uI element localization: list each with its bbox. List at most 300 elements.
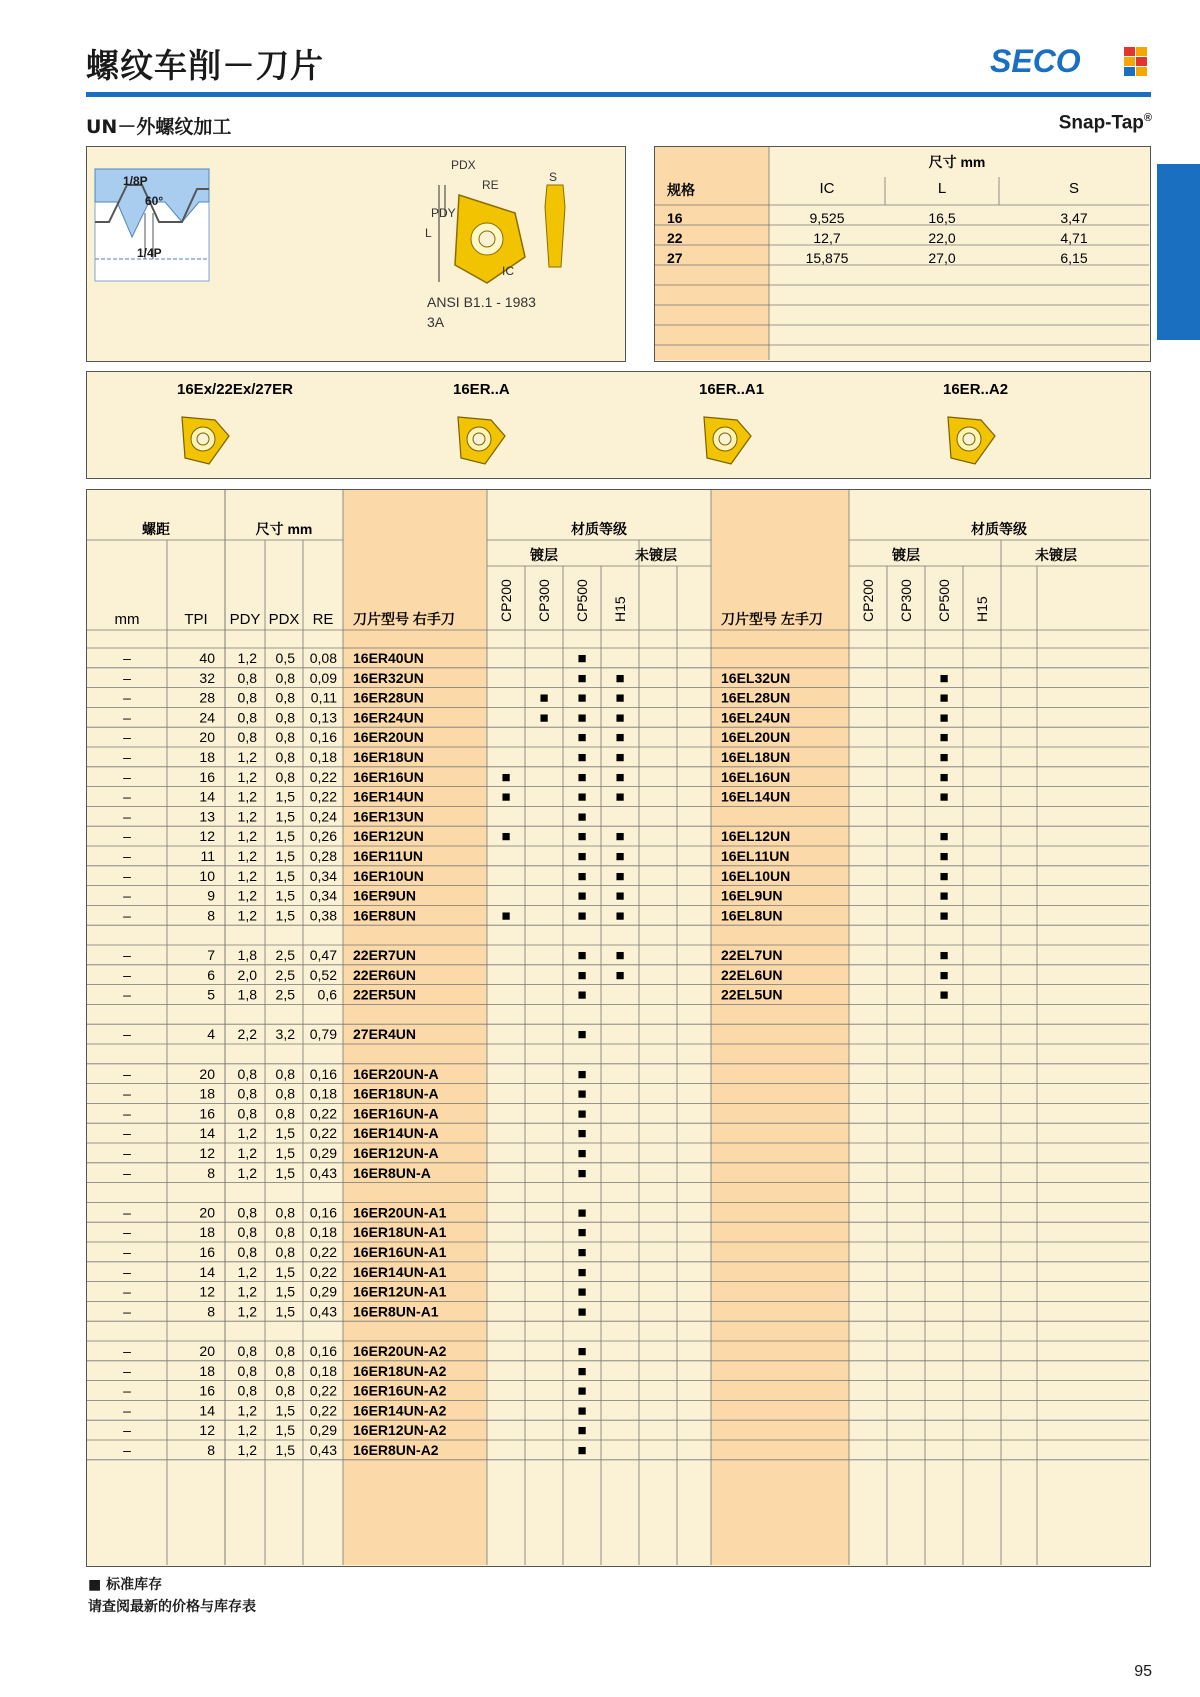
- brand-line: [1059, 112, 1152, 134]
- cell-mm: –: [123, 848, 131, 864]
- cell-right-code: 16ER24UN: [353, 709, 424, 726]
- cell-mm: –: [123, 1343, 131, 1359]
- cell-mm: –: [123, 1085, 131, 1102]
- cell-right-code: 16ER20UN-A1: [353, 1204, 447, 1221]
- label-l: L: [425, 226, 432, 240]
- stock-mark-right: ■: [577, 1125, 587, 1143]
- stock-mark-right: ■: [615, 887, 625, 905]
- cell-left-code: 16EL10UN: [721, 867, 791, 884]
- cell-pdy: 0,8: [237, 1224, 257, 1241]
- cell-mm: –: [123, 1362, 131, 1379]
- stock-mark-right: ■: [615, 689, 625, 707]
- cell-pdy: 1,2: [237, 1283, 257, 1300]
- cell-tpi: 14: [199, 788, 215, 805]
- cell-pdy: 0,8: [237, 729, 257, 746]
- dim-value-cell: 6,15: [1060, 250, 1088, 266]
- stock-mark-right: ■: [615, 828, 625, 846]
- cell-pdx: 2,5: [275, 986, 295, 1003]
- cell-re: 0,38: [309, 907, 337, 924]
- stock-mark-left: ■: [939, 749, 949, 766]
- cell-right-code: 16ER20UN-A: [353, 1065, 439, 1082]
- cell-pdy: 0,8: [237, 1343, 257, 1359]
- cell-pdy: 1,2: [237, 1263, 257, 1280]
- cell-mm: –: [123, 1303, 131, 1320]
- cell-right-code: 16ER32UN: [353, 669, 424, 686]
- cell-mm: –: [123, 1224, 131, 1241]
- cell-tpi: 20: [199, 1065, 215, 1082]
- dimension-table: [655, 147, 1149, 360]
- cell-re: 0,16: [309, 1065, 337, 1082]
- cell-tpi: 12: [199, 1145, 215, 1161]
- cell-re: 0,79: [309, 1026, 337, 1043]
- cell-tpi: 8: [207, 1164, 215, 1181]
- header-dims: 尺寸 mm: [255, 521, 313, 537]
- cell-re: 0,29: [309, 1145, 337, 1161]
- cell-right-code: 16ER14UN-A: [353, 1125, 439, 1142]
- cell-re: 0,43: [309, 1303, 337, 1320]
- cell-pdx: 2,5: [275, 947, 295, 963]
- cell-pdx: 1,5: [275, 1263, 295, 1280]
- cell-pdy: 1,8: [237, 947, 257, 963]
- insert-selection-table: [86, 489, 1151, 1567]
- stock-mark-left: ■: [939, 729, 949, 747]
- section-subtitle: UN－外螺纹加工: [86, 116, 232, 138]
- cell-left-code: 16EL14UN: [721, 788, 791, 805]
- dim-value-cell: 3,47: [1060, 210, 1088, 226]
- cell-right-code: 16ER14UN-A2: [353, 1402, 447, 1419]
- stock-mark-left: ■: [939, 788, 949, 806]
- cell-pdx: 0,8: [275, 749, 295, 765]
- dim-header-s: S: [1068, 180, 1080, 197]
- stock-mark-right: ■: [615, 907, 625, 925]
- cell-right-code: 16ER8UN-A1: [353, 1303, 439, 1320]
- cell-pdx: 1,5: [275, 788, 295, 805]
- cell-tpi: 32: [199, 669, 215, 686]
- insert-type-label: 16Ex/22Ex/27ER: [177, 381, 293, 398]
- cell-mm: –: [123, 1263, 131, 1280]
- cell-right-code: 16ER18UN-A1: [353, 1224, 447, 1241]
- cell-pdx: 0,8: [275, 1204, 295, 1221]
- cell-left-code: 16EL9UN: [721, 887, 783, 904]
- header-pdy: PDY: [229, 611, 261, 628]
- cell-right-code: 16ER8UN-A2: [353, 1442, 439, 1458]
- stock-mark-right: ■: [577, 1244, 587, 1261]
- cell-re: 0,43: [309, 1442, 337, 1458]
- stock-mark-right: ■: [577, 947, 587, 964]
- cell-pdx: 0,8: [275, 1362, 295, 1379]
- cell-left-code: 22EL7UN: [721, 947, 783, 963]
- cell-re: 0,22: [309, 768, 337, 785]
- stock-mark-right: ■: [577, 867, 587, 885]
- cell-re: 0,08: [309, 650, 337, 666]
- cell-pdy: 0,8: [237, 689, 257, 706]
- cell-left-code: 16EL18UN: [721, 749, 791, 765]
- thread-profile-illustration: [95, 169, 209, 281]
- cell-tpi: 6: [207, 966, 215, 983]
- stock-mark-right: ■: [615, 669, 625, 687]
- stock-mark-right: ■: [577, 1343, 587, 1360]
- cell-right-code: 16ER14UN-A1: [353, 1263, 447, 1280]
- stock-mark-right: ■: [577, 887, 587, 905]
- stock-mark-right: ■: [577, 828, 587, 846]
- cell-mm: –: [123, 768, 131, 785]
- insert-type-icon: [948, 417, 995, 464]
- stock-mark-right: ■: [501, 828, 511, 846]
- header-grade-left: 材质等级: [971, 521, 1027, 537]
- standard-line1: ANSI B1.1 - 1983: [427, 294, 536, 310]
- dim-group-header: 尺寸 mm: [928, 154, 986, 170]
- stock-mark-right: ■: [577, 729, 587, 747]
- stock-mark-right: ■: [577, 1382, 587, 1400]
- header-rule: [86, 92, 1151, 97]
- cell-tpi: 20: [199, 729, 215, 746]
- cell-pdx: 0,8: [275, 1224, 295, 1241]
- cell-re: 0,22: [309, 1402, 337, 1419]
- cell-re: 0,18: [309, 1085, 337, 1102]
- cell-pdy: 1,2: [237, 907, 257, 924]
- cell-mm: –: [123, 729, 131, 746]
- cell-right-code: 16ER20UN-A2: [353, 1343, 447, 1359]
- stock-mark-right: ■: [577, 1402, 587, 1420]
- insert-type-icon: [182, 417, 229, 464]
- dim-spec-cell: 27: [667, 250, 683, 266]
- cell-re: 0,47: [309, 947, 337, 963]
- cell-pdx: 1,5: [275, 828, 295, 845]
- header-right-code: 刀片型号 右手刀: [353, 611, 455, 627]
- page-title: 螺纹车削－刀片: [86, 46, 324, 85]
- cell-re: 0,34: [309, 887, 337, 904]
- stock-mark-right: ■: [615, 729, 625, 747]
- header-uncoated-right: 未镀层: [635, 547, 677, 563]
- dim-header-spec: 规格: [667, 182, 695, 198]
- cell-re: 0,34: [309, 867, 337, 884]
- stock-mark-right: ■: [577, 1442, 587, 1459]
- stock-mark-right: ■: [577, 1164, 587, 1182]
- cell-pdx: 0,5: [275, 650, 295, 666]
- cell-re: 0,16: [309, 1343, 337, 1359]
- standard-line2: 3A: [427, 314, 445, 330]
- cell-pdx: 0,8: [275, 1085, 295, 1102]
- cell-pdy: 0,8: [237, 669, 257, 686]
- cell-pdy: 1,2: [237, 1442, 257, 1458]
- cell-pdx: 0,8: [275, 669, 295, 686]
- cell-left-code: 16EL20UN: [721, 729, 791, 746]
- cell-tpi: 18: [199, 1362, 215, 1379]
- cell-tpi: 28: [199, 689, 215, 706]
- cell-right-code: 16ER16UN-A1: [353, 1244, 447, 1260]
- label-60deg: 60°: [145, 194, 164, 208]
- cell-mm: –: [123, 1026, 131, 1043]
- label-ic: IC: [502, 264, 514, 278]
- cell-re: 0,11: [310, 689, 337, 706]
- cell-pdy: 1,2: [237, 768, 257, 785]
- insert-type-label: 16ER..A2: [943, 381, 1009, 398]
- stock-mark-left: ■: [939, 669, 949, 687]
- insert-type-icon: [458, 417, 505, 464]
- cell-pdy: 0,8: [237, 1085, 257, 1102]
- cell-right-code: 16ER11UN: [353, 848, 424, 864]
- header-grade-cp500-l: CP500: [936, 579, 952, 622]
- cell-re: 0,13: [309, 709, 337, 726]
- cell-re: 0,24: [309, 808, 337, 825]
- cell-right-code: 16ER40UN: [353, 650, 424, 666]
- header-tpi: TPI: [184, 611, 208, 628]
- stock-mark-right: ■: [577, 689, 587, 707]
- cell-re: 0,43: [309, 1164, 337, 1181]
- stock-mark-right: ■: [577, 1105, 587, 1123]
- cell-re: 0,22: [309, 1263, 337, 1280]
- header-coated-left: 镀层: [892, 547, 920, 563]
- header-pitch: 螺距: [142, 521, 170, 537]
- stock-mark-right: ■: [615, 966, 625, 984]
- cell-mm: –: [123, 828, 131, 845]
- cell-re: 0,18: [309, 1362, 337, 1379]
- cell-mm: –: [123, 947, 131, 963]
- cell-tpi: 18: [199, 749, 215, 765]
- cell-pdy: 0,8: [237, 1244, 257, 1260]
- cell-re: 0,18: [309, 1224, 337, 1241]
- cell-left-code: 22EL5UN: [721, 986, 783, 1003]
- insert-dimension-illustration: [425, 158, 565, 283]
- cell-tpi: 5: [207, 986, 215, 1003]
- cell-mm: –: [123, 907, 131, 924]
- cell-right-code: 16ER8UN-A: [353, 1164, 431, 1181]
- cell-pdy: 1,2: [237, 650, 257, 666]
- dim-spec-cell: 16: [667, 210, 683, 226]
- cell-mm: –: [123, 1145, 131, 1161]
- cell-tpi: 7: [207, 947, 215, 963]
- cell-mm: –: [123, 749, 131, 765]
- stock-mark-right: ■: [615, 749, 625, 766]
- cell-pdy: 0,8: [237, 1065, 257, 1082]
- stock-mark-left: ■: [939, 689, 949, 707]
- header-grade-cp200-r: CP200: [498, 579, 514, 622]
- insert-types-panel: [86, 371, 1151, 479]
- header-left-code: 刀片型号 左手刀: [721, 611, 823, 627]
- cell-mm: –: [123, 1402, 131, 1419]
- cell-pdy: 0,8: [237, 1105, 257, 1122]
- cell-right-code: 16ER18UN: [353, 749, 424, 765]
- stock-mark-right: ■: [615, 848, 625, 865]
- cell-right-code: 16ER12UN-A2: [353, 1422, 447, 1439]
- label-s: S: [549, 170, 558, 184]
- cell-mm: –: [123, 1244, 131, 1260]
- cell-pdx: 2,5: [275, 966, 295, 983]
- cell-re: 0,22: [309, 1105, 337, 1122]
- stock-mark-right: ■: [501, 768, 511, 786]
- registered-mark: ®: [1143, 112, 1152, 124]
- cell-pdy: 1,2: [237, 1402, 257, 1419]
- geometry-diagram-panel: [86, 146, 626, 362]
- header-grade-right: 材质等级: [571, 521, 627, 537]
- cell-mm: –: [123, 650, 131, 666]
- dim-spec-cell: 22: [667, 230, 683, 246]
- cell-pdx: 1,5: [275, 1303, 295, 1320]
- cell-re: 0,6: [317, 986, 337, 1003]
- cell-tpi: 18: [199, 1224, 215, 1241]
- cell-pdx: 0,8: [275, 1105, 295, 1122]
- stock-mark-right: ■: [577, 966, 587, 984]
- stock-mark-right: ■: [577, 788, 587, 806]
- cell-mm: –: [123, 1164, 131, 1181]
- stock-mark-left: ■: [939, 887, 949, 905]
- label-pdy: PDY: [431, 206, 456, 220]
- cell-tpi: 8: [207, 1442, 215, 1458]
- cell-left-code: 16EL11UN: [721, 848, 790, 864]
- header-mm: mm: [114, 611, 140, 628]
- cell-pdy: 1,2: [237, 788, 257, 805]
- stock-mark-right: ■: [577, 1204, 587, 1222]
- stock-mark-right: ■: [615, 768, 625, 786]
- stock-mark-right: ■: [577, 986, 587, 1004]
- stock-mark-left: ■: [939, 907, 949, 925]
- header-grade-cp300-l: CP300: [898, 579, 914, 622]
- cell-tpi: 12: [199, 1283, 215, 1300]
- cell-pdy: 0,8: [237, 709, 257, 726]
- cell-right-code: 16ER16UN: [353, 768, 424, 785]
- stock-mark-right: ■: [577, 1283, 587, 1301]
- header-pdx: PDX: [268, 611, 300, 628]
- cell-pdx: 1,5: [275, 867, 295, 884]
- dim-value-cell: 4,71: [1060, 230, 1088, 246]
- stock-mark-right: ■: [539, 709, 549, 727]
- cell-pdx: 1,5: [275, 1125, 295, 1142]
- dim-value-cell: 15,875: [805, 250, 849, 266]
- stock-mark-right: ■: [501, 788, 511, 806]
- cell-left-code: 22EL6UN: [721, 966, 783, 983]
- cell-pdy: 2,2: [237, 1026, 257, 1043]
- cell-pdy: 1,2: [237, 828, 257, 845]
- stock-mark-right: ■: [615, 867, 625, 885]
- cell-mm: –: [123, 1442, 131, 1458]
- cell-pdx: 1,5: [275, 907, 295, 924]
- label-re: RE: [482, 178, 499, 192]
- cell-pdx: 0,8: [275, 768, 295, 785]
- cell-mm: –: [123, 986, 131, 1003]
- page-number: 95: [1134, 1663, 1152, 1680]
- dim-value-cell: 9,525: [809, 210, 845, 226]
- cell-pdx: 3,2: [275, 1026, 295, 1043]
- dim-value-cell: 16,5: [928, 210, 956, 226]
- stock-mark-right: ■: [577, 650, 587, 667]
- stock-mark-left: ■: [939, 966, 949, 984]
- cell-pdx: 1,5: [275, 1402, 295, 1419]
- cell-mm: –: [123, 669, 131, 686]
- cell-right-code: 16ER8UN: [353, 907, 417, 924]
- cell-tpi: 14: [199, 1125, 215, 1142]
- cell-re: 0,28: [309, 848, 337, 864]
- cell-pdy: 1,2: [237, 1125, 257, 1142]
- cell-pdy: 1,2: [237, 808, 257, 825]
- stock-mark-right: ■: [577, 1422, 587, 1440]
- cell-right-code: 22ER7UN: [353, 947, 417, 963]
- cell-mm: –: [123, 1422, 131, 1439]
- cell-left-code: 16EL28UN: [721, 689, 791, 706]
- stock-note: 请查阅最新的价格与库存表: [88, 1599, 256, 1615]
- insert-type-label: 16ER..A: [453, 381, 510, 398]
- cell-left-code: 16EL24UN: [721, 709, 791, 726]
- stock-mark-right: ■: [577, 1145, 587, 1162]
- cell-right-code: 16ER10UN: [353, 867, 424, 884]
- cell-pdx: 0,8: [275, 1065, 295, 1082]
- cell-tpi: 16: [199, 1382, 215, 1399]
- cell-re: 0,26: [309, 828, 337, 845]
- cell-pdy: 1,2: [237, 1303, 257, 1320]
- cell-tpi: 12: [199, 828, 215, 845]
- cell-mm: –: [123, 966, 131, 983]
- stock-mark-right: ■: [501, 907, 511, 925]
- label-1-8p: 1/8P: [123, 174, 148, 188]
- stock-mark-right: ■: [577, 848, 587, 865]
- stock-mark-right: ■: [577, 1085, 587, 1103]
- header-grade-cp300-r: CP300: [536, 579, 552, 622]
- cell-re: 0,22: [309, 788, 337, 805]
- cell-pdy: 1,2: [237, 749, 257, 765]
- cell-mm: –: [123, 1065, 131, 1082]
- cell-left-code: 16EL32UN: [721, 669, 791, 686]
- cell-re: 0,09: [309, 669, 337, 686]
- cell-mm: –: [123, 887, 131, 904]
- cell-pdy: 1,2: [237, 848, 257, 864]
- dim-header-ic: IC: [819, 180, 835, 197]
- cell-re: 0,29: [309, 1422, 337, 1439]
- cell-right-code: 16ER12UN-A1: [353, 1283, 447, 1300]
- cell-pdx: 0,8: [275, 689, 295, 706]
- brand-line-text: Snap-Tap: [1058, 112, 1144, 134]
- cell-pdx: 1,5: [275, 1145, 295, 1161]
- cell-tpi: 8: [207, 907, 215, 924]
- cell-tpi: 11: [200, 848, 215, 864]
- header-grade-cp200-l: CP200: [860, 579, 876, 622]
- cell-mm: –: [123, 867, 131, 884]
- cell-mm: –: [123, 1283, 131, 1300]
- cell-pdx: 1,5: [275, 1283, 295, 1300]
- geometry-diagram: [87, 147, 624, 360]
- cell-re: 0,16: [309, 1204, 337, 1221]
- cell-right-code: 16ER28UN: [353, 689, 424, 706]
- cell-right-code: 16ER20UN: [353, 729, 424, 746]
- cell-pdy: 1,2: [237, 1145, 257, 1161]
- cell-pdx: 0,8: [275, 1244, 295, 1260]
- stock-mark-right: ■: [577, 1065, 587, 1083]
- cell-tpi: 8: [207, 1303, 215, 1320]
- cell-pdy: 0,8: [237, 1204, 257, 1221]
- stock-mark-left: ■: [939, 867, 949, 885]
- stock-mark-left: ■: [939, 768, 949, 786]
- dim-value-cell: 22,0: [928, 230, 956, 246]
- cell-right-code: 22ER5UN: [353, 986, 417, 1003]
- cell-right-code: 16ER12UN-A: [353, 1145, 439, 1161]
- cell-pdx: 1,5: [275, 1422, 295, 1439]
- stock-mark-left: ■: [939, 848, 949, 865]
- stock-mark-right: ■: [615, 947, 625, 964]
- stock-mark-left: ■: [939, 709, 949, 727]
- cell-tpi: 16: [199, 1105, 215, 1122]
- cell-pdx: 1,5: [275, 848, 295, 864]
- cell-tpi: 12: [199, 1422, 215, 1439]
- cell-pdy: 1,2: [237, 867, 257, 884]
- stock-mark-right: ■: [539, 689, 549, 707]
- stock-mark-right: ■: [577, 749, 587, 766]
- cell-pdx: 1,5: [275, 887, 295, 904]
- cell-right-code: 27ER4UN: [353, 1026, 417, 1043]
- cell-pdy: 1,2: [237, 887, 257, 904]
- cell-pdy: 0,8: [237, 1362, 257, 1379]
- cell-re: 0,29: [309, 1283, 337, 1300]
- left-code-column-bg: [711, 490, 849, 1565]
- cell-mm: –: [123, 1125, 131, 1142]
- header-grade-cp500-r: CP500: [574, 579, 590, 622]
